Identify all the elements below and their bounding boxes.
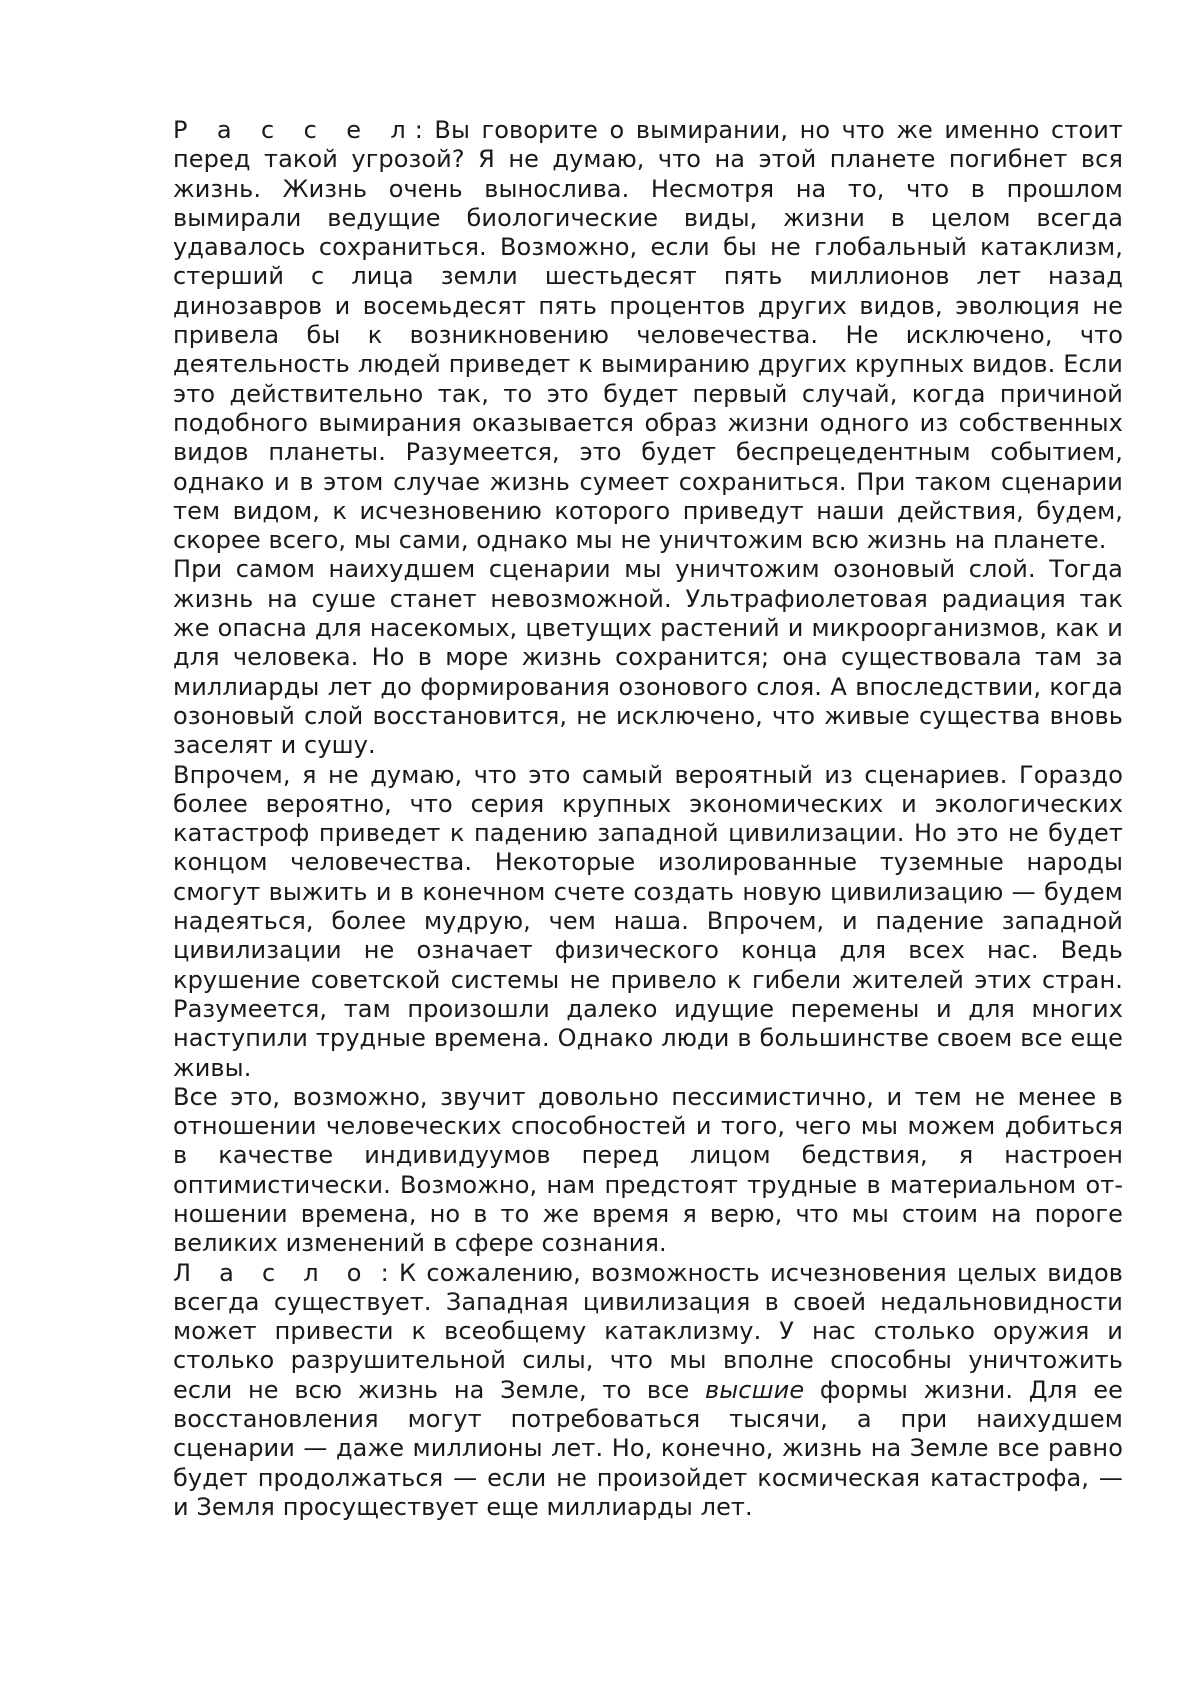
paragraph-text: формы жизни. Для ее восстановления могут потребоваться тысячи, а при наихудшем сценарии — даже миллионы лет. Но, конечно, жизнь на Земле все равно будет продолжаться — если не произойдет космическая катастрофа, — и Земля просуществует еще миллиарды лет. (173, 1376, 1123, 1521)
paragraph-optimism: Все это, возможно, звучит довольно пессимистично, и тем не менее в отношении человеческих способностей и того, чего мы можем добиться в качестве индивидуумов перед лицом бедствия, я настроен оптимистически. Возможно, нам предстоят трудные в материальном от­ношении времена, но в то же время я верю, что мы стоим на пороге великих изменений в сфере сознания. (173, 1083, 1123, 1259)
paragraph-russell (173, 116, 1123, 555)
speaker-name-laszlo: Л а с л о (173, 1259, 370, 1287)
paragraph-text: : К сожалению, возможность исчезновения целых видов всегда существует. Западная цивилизация в своей недальновидности может привести к всеобщему катаклизму. У нас столько оружия и столько разрушительной силы, что мы вполне способны уничтожить если не всю жизнь на Земле, то все (173, 1259, 1123, 1404)
paragraph-ozone: При самом наихудшем сценарии мы уничтожим озоновый слой. Тогда жизнь на суше станет невозможной. Ультрафиолетовая радиация так же опасна для насекомых, цветущих растений и микроорганизмов, как и для человека. Но в море жизнь сохранится; она существовала там за миллиарды лет до формирования озонового слоя. А впоследствии, когда озоновый слой восстановится, не исключено, что живые существа вновь заселят и сушу. (173, 555, 1123, 760)
paragraph-laszlo (173, 1259, 1123, 1523)
speaker-name-russell: Р а с с е л (173, 116, 415, 144)
document-page (173, 116, 1123, 1522)
paragraph-text: : Вы говорите о вымирании, но что же именно стоит перед такой угрозой? Я не думаю, что на этой планете погибнет вся жизнь. Жизнь очень вынослива. Несмотря на то, что в прошлом вымирали ведущие биологические виды, жизни в целом всегда удавалось сохраниться. Возможно, если бы не глобальный катаклизм, стерший с лица земли шестьдесят пять миллионов лет назад динозавров и восемьдесят пять процентов других видов, эволюция не привела бы к возникновению человечества. Не исключено, что деятельность людей приведет к вымиранию других крупных видов. Если это действительно так, то это будет первый случай, когда причиной подобного вымирания оказывается образ жизни одного из собственных видов планеты. Разумеется, это будет беспрецедентным событием, однако и в этом случае жизнь сумеет сохраниться. При таком сценарии тем видом, к исчезновению которого приведут наши действия, будем, скорее всего, мы сами, однако мы не уничтожим всю жизнь на планете. (173, 116, 1123, 554)
emphasis-text: высшие (705, 1376, 804, 1404)
paragraph-civilization: Впрочем, я не думаю, что это самый вероятный из сценариев. Гораздо более вероятно, что серия крупных экономических и экологических катастроф приведет к падению западной цивилизации. Но это не будет концом человечества. Некоторые изолированные туземные народы смогут выжить и в конечном счете создать новую цивилизацию — будем надеяться, более мудрую, чем наша. Впрочем, и падение западной цивилизации не означает физического конца для всех нас. Ведь крушение советской системы не привело к гибели жителей этих стран. Разумеется, там произошли далеко идущие перемены и для многих наступили трудные времена. Однако люди в большинстве своем все еще живы. (173, 761, 1123, 1083)
